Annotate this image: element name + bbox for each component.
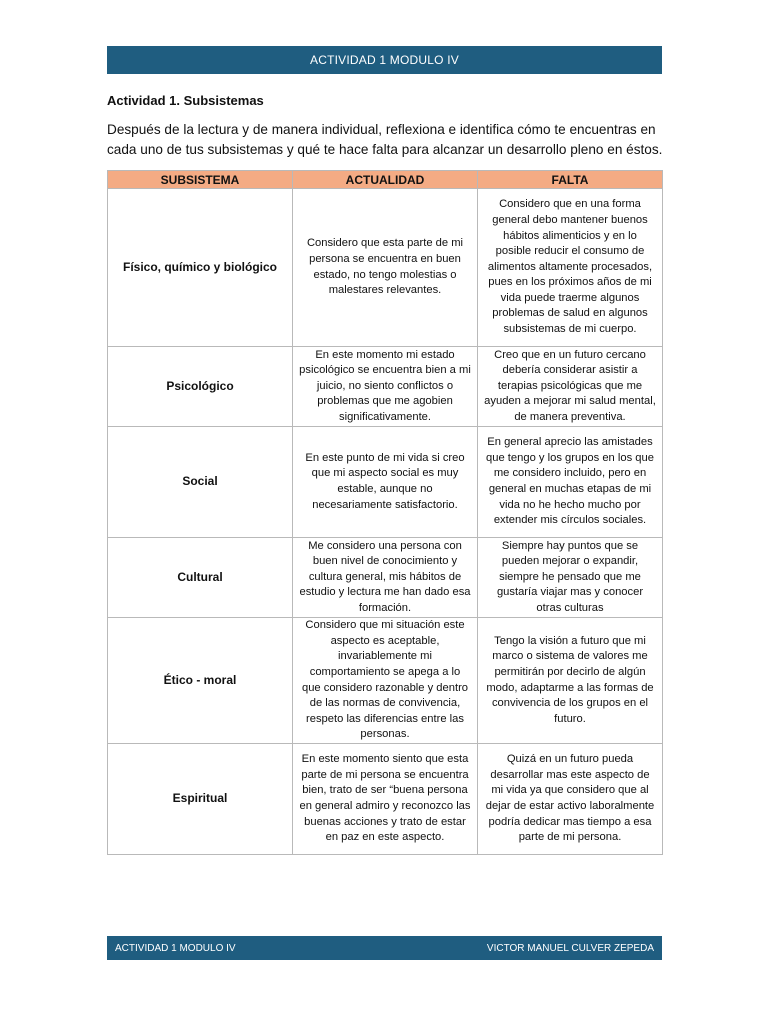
table-row	[108, 189, 663, 347]
header-bar	[107, 46, 662, 74]
cell-falta: En general aprecio las amistades que tengo y los grupos en los que me considero incluido, pero en general en muchas etapas de mi vida no he hecho mucho por extender mis círculos sociales.	[478, 427, 663, 538]
column-header-subsistema: SUBSISTEMA	[108, 171, 293, 189]
table-row	[108, 538, 663, 618]
cell-actualidad: En este momento siento que esta parte de mi persona se encuentra bien, trato de ser “buena persona en general admiro y reconozco las buenas acciones y trato de estar en paz en este aspecto.	[293, 744, 478, 855]
cell-subsistema: Físico, químico y biológico	[108, 189, 293, 347]
subsystems-table	[107, 170, 663, 855]
cell-falta: Siempre hay puntos que se pueden mejorar o expandir, siempre he pensado que me gustaría viajar mas y conocer otras culturas	[478, 538, 663, 618]
footer-bar	[107, 936, 662, 960]
table-row	[108, 744, 663, 855]
column-header-actualidad: ACTUALIDAD	[293, 171, 478, 189]
cell-actualidad: Me considero una persona con buen nivel de conocimiento y cultura general, mis hábitos de estudio y lectura me han dado esa formación.	[293, 538, 478, 618]
table-row	[108, 427, 663, 538]
cell-subsistema: Social	[108, 427, 293, 538]
cell-actualidad: En este punto de mi vida si creo que mi aspecto social es muy estable, aunque no necesariamente satisfactorio.	[293, 427, 478, 538]
intro-paragraph: Después de la lectura y de manera individual, reflexiona e identifica cómo te encuentras en cada uno de tus subsistemas y qué te hace falta para alcanzar un desarrollo pleno en éstos.	[107, 122, 663, 157]
cell-subsistema: Cultural	[108, 538, 293, 618]
footer-author: VICTOR MANUEL CULVER ZEPEDA	[486, 942, 654, 954]
cell-subsistema: Ético - moral	[108, 618, 293, 744]
cell-actualidad: Considero que esta parte de mi persona se encuentra en buen estado, no tengo molestias o malestares relevantes.	[293, 189, 478, 347]
cell-actualidad: En este momento mi estado psicológico se encuentra bien a mi juicio, no siento conflictos o problemas que me agobien significativamente.	[293, 347, 478, 427]
table-row	[108, 347, 663, 427]
header-title: ACTIVIDAD 1 MODULO IV	[310, 53, 459, 67]
cell-subsistema: Psicológico	[108, 347, 293, 427]
column-header-falta: FALTA	[478, 171, 663, 189]
cell-falta: Considero que en una forma general debo mantener buenos hábitos alimenticios y en lo posible reducir el consumo de alimentos altamente procesados, pues en los próximos años de mi vida puede traerme algunos problemas de salud en algunos subsistemas de mi cuerpo.	[478, 189, 663, 347]
document-heading: Actividad 1. Subsistemas	[107, 93, 264, 108]
cell-actualidad: Considero que mi situación este aspecto es aceptable, invariablemente mi comportamiento se apega a lo que considero razonable y dentro de las normas de convivencia, respeto las diferencias entre las personas.	[293, 618, 478, 744]
cell-subsistema: Espiritual	[108, 744, 293, 855]
cell-falta: Creo que en un futuro cercano debería considerar asistir a terapias psicológicas que me ayuden a mejorar mi salud mental, de manera preventiva.	[478, 347, 663, 427]
table-header-row	[108, 171, 663, 189]
footer-left-text: ACTIVIDAD 1 MODULO IV	[115, 942, 236, 954]
table-row	[108, 618, 663, 744]
cell-falta: Quizá en un futuro pueda desarrollar mas este aspecto de mi vida ya que considero que al dejar de estar activo laboralmente podría dedicar mas tiempo a esa parte de mi persona.	[478, 744, 663, 855]
cell-falta: Tengo la visión a futuro que mi marco o sistema de valores me permitirán por decirlo de algún modo, adaptarme a las formas de convivencia de los grupos en el futuro.	[478, 618, 663, 744]
